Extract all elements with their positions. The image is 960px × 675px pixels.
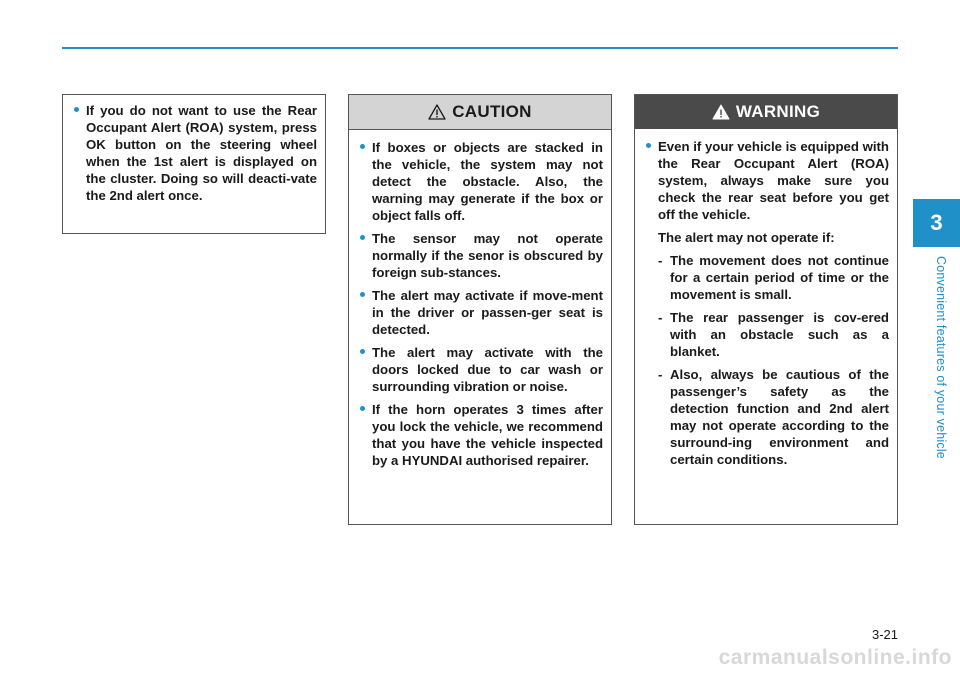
caution-list xyxy=(359,139,603,469)
note-list xyxy=(73,102,317,204)
chapter-tab xyxy=(913,199,960,247)
warning-sub-list xyxy=(645,252,889,468)
warning-list xyxy=(645,138,889,223)
chapter-title: Convenient features of your vehicle xyxy=(934,256,948,459)
warning-header xyxy=(635,95,897,129)
warning-sub-text: The movement does not continue for a certain period of time or the movement is small. xyxy=(670,253,889,302)
page-number: 3-21 xyxy=(871,627,898,642)
caution-header xyxy=(349,95,611,130)
caution-title: CAUTION xyxy=(452,102,532,121)
warning-body xyxy=(635,129,897,468)
caution-body xyxy=(349,130,611,469)
warning-title: WARNING xyxy=(735,102,821,121)
dash-mark: - xyxy=(658,367,663,382)
caution-box xyxy=(348,94,612,525)
warning-sub-item xyxy=(658,252,889,303)
dash-mark: - xyxy=(658,310,663,325)
caution-item: The alert may activate if move-ment in the driver or passen-ger seat is detected. xyxy=(359,287,603,338)
watermark: carmanualsonline.info xyxy=(718,646,952,669)
warning-sub-intro: The alert may not operate if: xyxy=(658,230,835,245)
caution-item: The sensor may not operate normally if the senor is obscured by foreign sub-stances. xyxy=(359,230,603,281)
warning-sub-item xyxy=(658,366,889,468)
warning-sub-text: Also, always be cautious of the passenger’s safety as the detection function and 2nd alert may not operate according to the surround-ing environment and certain conditions. xyxy=(670,367,889,467)
warning-sub-text: The rear passenger is cov-ered with an obstacle such as a blanket. xyxy=(670,310,889,359)
warning-triangle-outline-icon xyxy=(428,104,446,120)
warning-triangle-filled-icon xyxy=(712,104,730,120)
note-box xyxy=(62,94,326,234)
note-item: If you do not want to use the Rear Occupant Alert (ROA) system, press OK button on the steering wheel when the 1st alert is displayed on the cluster. Doing so will deacti-vate the 2nd alert once. xyxy=(73,102,317,204)
warning-item: Even if your vehicle is equipped with the Rear Occupant Alert (ROA) system, always make sure you check the rear seat before you get off the vehicle. xyxy=(645,138,889,223)
warning-sub-item xyxy=(658,309,889,360)
chapter-number: 3 xyxy=(930,210,943,235)
dash-mark: - xyxy=(658,253,663,268)
header-rule xyxy=(62,47,898,49)
caution-item: If the horn operates 3 times after you lock the vehicle, we recommend that you have the vehicle inspected by a HYUNDAI authorised repairer. xyxy=(359,401,603,469)
caution-item: If boxes or objects are stacked in the vehicle, the system may not detect the obstacle. Also, the warning may generate if the box or object falls off. xyxy=(359,139,603,224)
caution-item: The alert may activate with the doors locked due to car wash or surrounding vibration or noise. xyxy=(359,344,603,395)
warning-box xyxy=(634,94,898,525)
